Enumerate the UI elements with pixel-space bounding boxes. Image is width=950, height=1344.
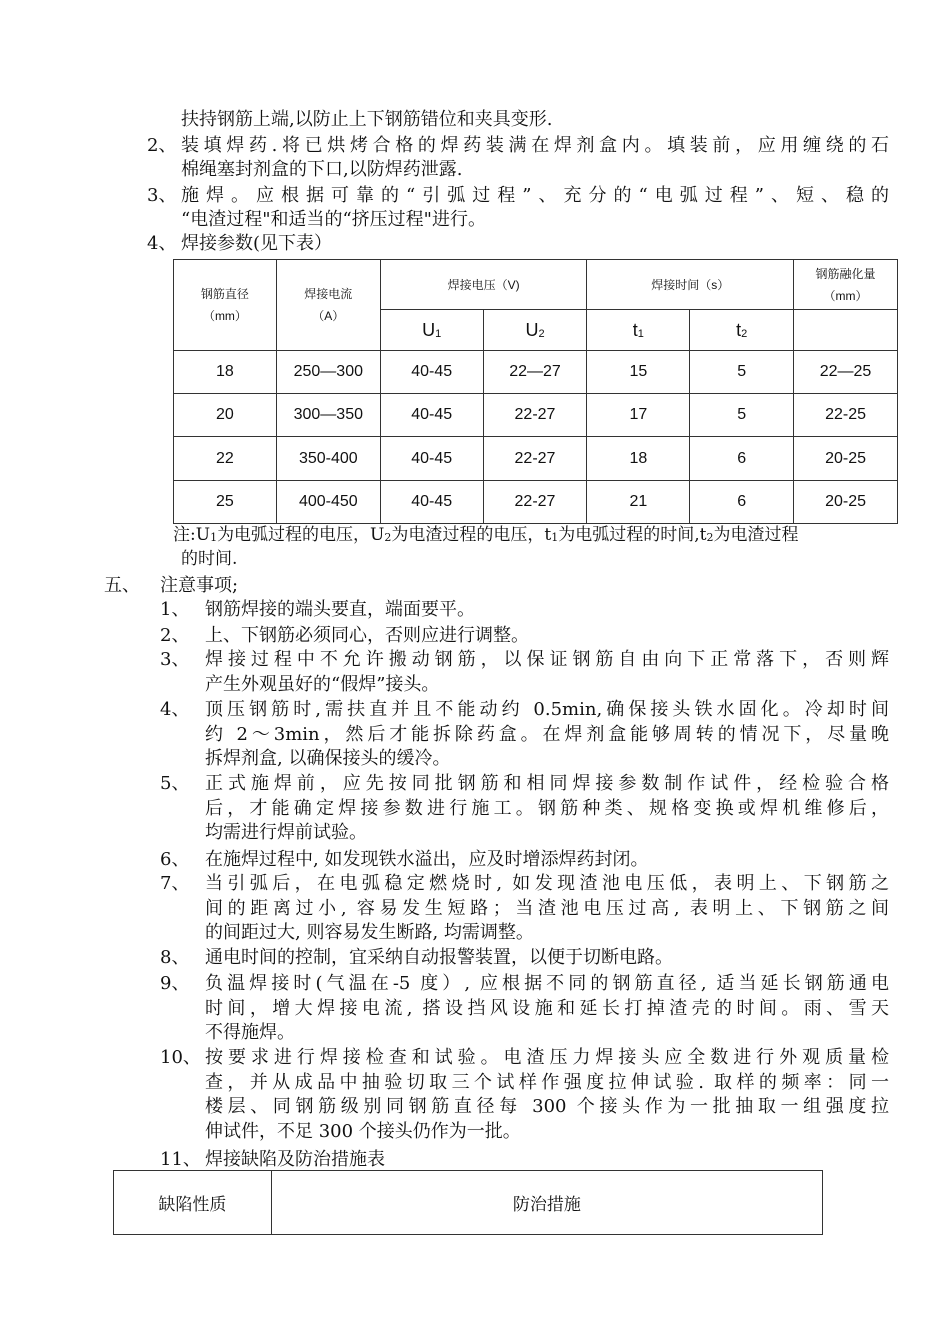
list-item-number: 8、: [160, 947, 190, 968]
table-cell: 22-27: [483, 437, 587, 481]
table-row: [174, 481, 898, 524]
list-item-text: 拆焊剂盒, 以确保接头的缓冷。: [205, 748, 451, 770]
list-item-text: 焊接过程中不允许搬动钢筋，以保证钢筋自由向下正常落下，否则辉: [205, 649, 889, 670]
table-cell: 5: [690, 351, 794, 394]
table-cell: 25: [174, 481, 277, 524]
table-cell: 400-450: [276, 481, 380, 524]
table-cell: 20-25: [794, 481, 898, 524]
list-item-text: 时间，增大焊接电流, 搭设挡风设施和延长打掉渣壳的时间。雨、雪天: [205, 997, 889, 1019]
header-melt-unit: （mm）: [823, 288, 868, 303]
table-row: [174, 351, 898, 394]
list-item-text: 顶压钢筋时,需扶直并且不能动约 0.5min,确保接头铁水固化。冷却时间: [205, 699, 889, 720]
list-item-text: 查，并从成品中抽验切取三个试样作强度拉伸试验. 取样的频率：同一: [205, 1071, 889, 1093]
table-cell: 18: [174, 351, 277, 394]
list-item-text: 楼层、同钢筋级别同钢筋直径每 300 个接头作为一批抽取一组强度拉: [205, 1096, 889, 1118]
header-t1: t1: [587, 310, 690, 351]
list-item-text: 通电时间的控制，宜采纳自动报警装置，以便于切断电路。: [205, 947, 673, 968]
table-cell: 22-27: [483, 394, 587, 437]
header-empty: [794, 310, 898, 351]
table-cell: 22-25: [794, 394, 898, 437]
item-text: 施焊。应根据可靠的“引弧过程”、充分的“电弧过程”、短、稳的: [181, 185, 889, 206]
table-cell: 6: [690, 481, 794, 524]
welding-parameters-table: [173, 259, 898, 524]
list-item-text: 正式施焊前，应先按同批钢筋和相同焊接参数制作试件，经检验合格: [205, 773, 889, 794]
table-cell: 20: [174, 394, 277, 437]
header-time: 焊接时间（s）: [587, 260, 794, 310]
header-u1: U1: [380, 310, 483, 351]
list-item-number: 9、: [160, 973, 190, 994]
header-diameter: [174, 260, 277, 351]
list-item-text: 按要求进行焊接检查和试验。电渣压力焊接头应全数进行外观质量检: [205, 1047, 889, 1068]
item-number: 4、: [147, 233, 177, 254]
defects-header-measures: 防治措施: [271, 1171, 822, 1235]
list-item-text: 间的距离过小, 容易发生短路；当渣池电压过高, 表明上、下钢筋之间: [205, 897, 889, 919]
table-cell: 40-45: [380, 437, 483, 481]
item-number: 3、: [147, 185, 177, 206]
list-item-text: 后，才能确定焊接参数进行施工。钢筋种类、规格变换或焊机维修后，: [205, 797, 889, 819]
table-row: [174, 394, 898, 437]
list-item-number: 3、: [160, 649, 190, 670]
list-item-number: 10、: [160, 1047, 201, 1068]
item-number: 2、: [147, 135, 177, 156]
list-item-number: 6、: [160, 849, 190, 870]
list-item-number: 2、: [160, 625, 190, 646]
header-melt: [794, 260, 898, 310]
table-cell: 22: [174, 437, 277, 481]
table-cell: 5: [690, 394, 794, 437]
section-title: 注意事项;: [160, 575, 239, 596]
table-cell: 22-27: [483, 481, 587, 524]
defects-table: [113, 1170, 823, 1235]
header-diameter-unit: （mm）: [202, 309, 247, 323]
list-item-text: 上、下钢筋必须同心，否则应进行调整。: [205, 625, 529, 646]
list-item-text: 负温焊接时(气温在-5 度）, 应根据不同的钢筋直径, 适当延长钢筋通电: [205, 973, 889, 994]
header-voltage: 焊接电压（V): [380, 260, 587, 310]
table-cell: 40-45: [380, 481, 483, 524]
list-item-text: 产生外观虽好的“假焊”接头。: [205, 673, 440, 695]
header-current: [276, 260, 380, 351]
header-melt-label: 钢筋融化量: [815, 266, 876, 281]
table-cell: 21: [587, 481, 690, 524]
table-cell: 250—300: [276, 351, 380, 394]
table-cell: 15: [587, 351, 690, 394]
header-current-unit: （A）: [312, 309, 345, 323]
list-item-text: 伸试件，不足 300 个接头仍作为一批。: [205, 1120, 521, 1142]
table-cell: 17: [587, 394, 690, 437]
header-diameter-label: 钢筋直径: [200, 287, 249, 301]
item-text: 棉绳塞封剂盒的下口,以防焊药泄露.: [181, 159, 463, 180]
table-cell: 300—350: [276, 394, 380, 437]
table-cell: 20-25: [794, 437, 898, 481]
table-note: 注:U1为电弧过程的电压，U2为电渣过程的电压，t1为电弧过程的时间,t2为电渣过程: [173, 525, 799, 545]
table-note-line2: 的时间.: [181, 549, 238, 569]
header-t2: t2: [690, 310, 794, 351]
item-text: 装填焊药.将已烘烤合格的焊药装满在焊剂盒内。填装前，应用缠绕的石: [181, 135, 889, 156]
list-item-number: 7、: [160, 873, 190, 894]
table-cell: 18: [587, 437, 690, 481]
item-text: 焊接参数(见下表）: [181, 233, 333, 254]
table-cell: 40-45: [380, 394, 483, 437]
intro-line: 扶持钢筋上端,以防止上下钢筋错位和夹具变形.: [181, 109, 553, 130]
list-item-text: 钢筋焊接的端头要直，端面要平。: [205, 599, 475, 620]
list-item-number: 1、: [160, 599, 190, 620]
table-cell: 22—25: [794, 351, 898, 394]
defects-header-nature: 缺陷性质: [114, 1171, 272, 1235]
section-number: 五、: [104, 575, 140, 596]
header-current-label: 焊接电流: [304, 287, 353, 301]
list-item-text: 焊接缺陷及防治措施表: [205, 1149, 385, 1170]
list-item-number: 5、: [160, 773, 190, 794]
table-cell: 6: [690, 437, 794, 481]
list-item-text: 均需进行焊前试验。: [205, 822, 367, 844]
list-item-text: 约 2～3min，然后才能拆除药盒。在焊剂盒能够周转的情况下，尽量晚: [205, 723, 889, 745]
table-row: [174, 437, 898, 481]
list-item-number: 11、: [160, 1149, 201, 1170]
item-text: “电渣过程"和适当的“挤压过程"进行。: [181, 209, 486, 230]
table-cell: 22—27: [483, 351, 587, 394]
table-cell: 350-400: [276, 437, 380, 481]
list-item-number: 4、: [160, 699, 190, 720]
header-u2: U2: [483, 310, 587, 351]
list-item-text: 在施焊过程中, 如发现铁水溢出，应及时增添焊药封闭。: [205, 849, 649, 870]
list-item-text: 不得施焊。: [205, 1022, 295, 1044]
list-item-text: 的间距过大, 则容易发生断路, 均需调整。: [205, 922, 534, 944]
list-item-text: 当引弧后，在电弧稳定燃烧时, 如发现渣池电压低，表明上、下钢筋之: [205, 873, 889, 894]
table-cell: 40-45: [380, 351, 483, 394]
